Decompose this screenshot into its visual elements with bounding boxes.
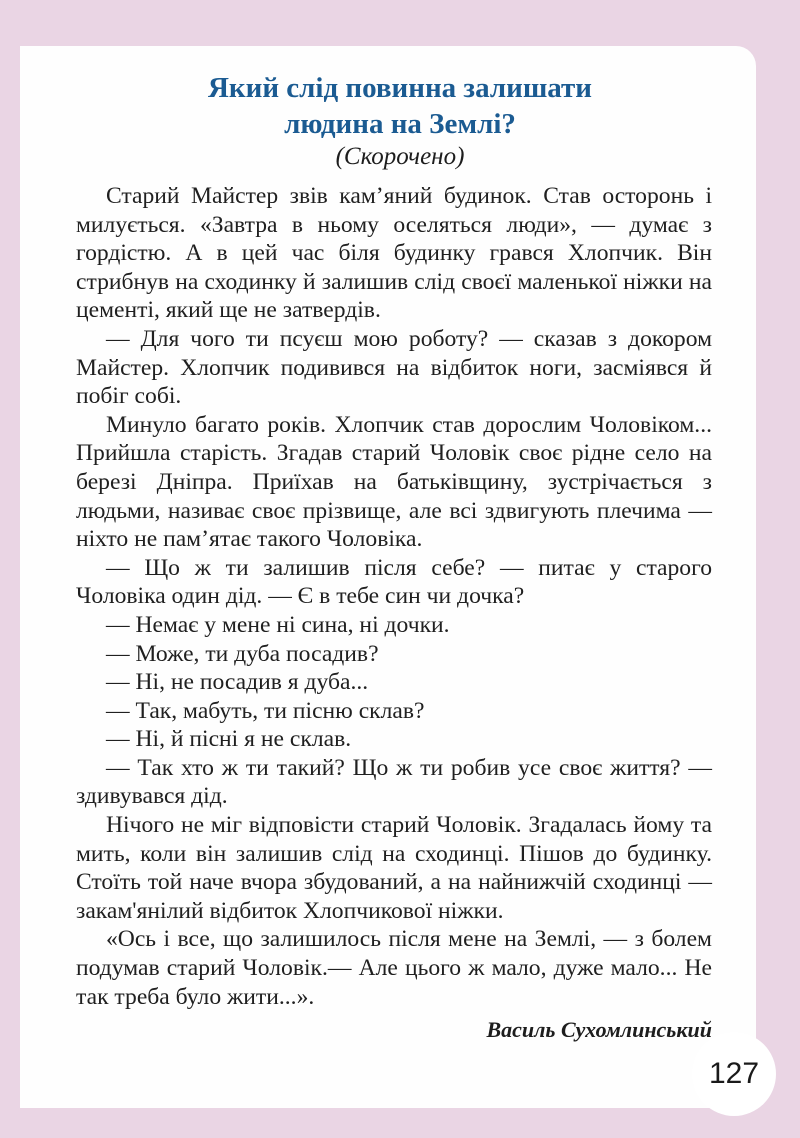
paragraph: — Ні, й пісні я не склав. bbox=[106, 726, 352, 753]
paragraph: Нічого не міг відповісти старий Чоловік. Згадалась йому та мить, коли він залишив слід на сходинці. Пішов до будинку. Стоїть той наче вчора збудований, а на найнижчій сходинці — закам'янілий відбиток Хлопчикової ніжки. bbox=[76, 812, 712, 924]
paragraph: — Може, ти дуба посадив? bbox=[106, 640, 379, 667]
page-number: 127 bbox=[692, 1032, 776, 1116]
paragraph: — Так хто ж ти такий? Що ж ти робив усе своє життя? — здивувався дід. bbox=[76, 754, 712, 810]
paragraph: — Що ж ти залишив після себе? — питає у старого Чоловіка один дід. — Є в тебе син чи дочка? bbox=[76, 554, 712, 610]
title-line-1: Який слід повинна залишати bbox=[207, 72, 593, 104]
paragraph: — Ні, не посадив я дуба... bbox=[106, 669, 369, 696]
paragraph: Старий Майстер звів кам’яний будинок. Став осторонь і милується. «Завтра в ньому оселяться люди», — думає з гордістю. А в цей час біля будинку грався Хлопчик. Він стрибнув на сходинку й залишив слід своєї маленької ніжки на цементі, який ще не затвердів. bbox=[76, 183, 712, 324]
paragraph: «Ось і все, що залишилось після мене на Землі, — з болем подумав старий Чоловік.— Але цього ж мало, дуже мало... Не так треба було жити...». bbox=[76, 926, 712, 1010]
paragraph: — Немає у мене ні сина, ні дочки. bbox=[106, 611, 450, 638]
story-title bbox=[20, 70, 780, 142]
paragraph: Минуло багато років. Хлопчик став дорослим Чоловіком... Прийшла старість. Згадав старий Чоловік своє рідне село на березі Дніпра. Приїхав на батьківщину, зустрічається з людьми, називає своє прізвище, але всі здвигують плечима — ніхто не пам’ятає такого Чоловіка. bbox=[76, 411, 712, 553]
author-signature: Василь Сухомлинський bbox=[486, 1017, 712, 1042]
story-subtitle: (Скорочено) bbox=[335, 143, 465, 170]
story-body bbox=[76, 182, 712, 1011]
title-line-2: людина на Землі? bbox=[284, 108, 516, 140]
paragraph: — Так, мабуть, ти пісню склав? bbox=[106, 697, 425, 724]
paragraph: — Для чого ти псуєш мою роботу? — сказав з докором Майстер. Хлопчик подивився на відбиток ноги, засміявся й побіг собі. bbox=[76, 325, 712, 410]
